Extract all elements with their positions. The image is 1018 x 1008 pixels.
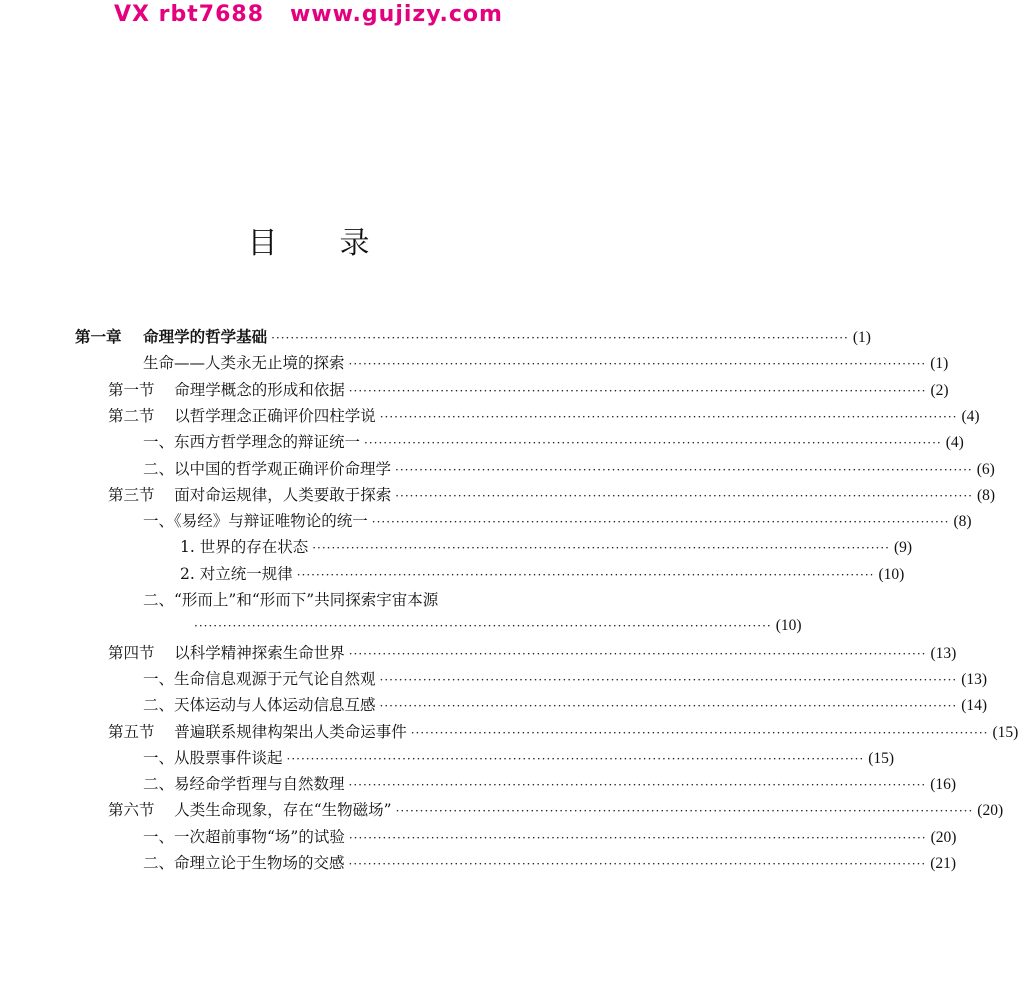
toc-entry-title: 二、易经命学哲理与自然数理 xyxy=(143,775,345,793)
toc-entry-page-number: (15) xyxy=(992,724,1018,741)
watermark-text: VX rbt7688 www.gujizy.com xyxy=(114,2,503,27)
toc-entry-page-number: (15) xyxy=(868,750,895,767)
dot-leader: ························································································································ xyxy=(395,489,973,503)
dot-leader: ························································································································ xyxy=(348,778,927,792)
toc-entry xyxy=(108,403,980,429)
toc-entry-page-number: (6) xyxy=(976,461,995,478)
dot-leader: ························································································································ xyxy=(379,410,958,424)
dot-leader: ························································································································ xyxy=(271,331,849,345)
dot-leader: ························································································································ xyxy=(296,568,875,582)
toc-entry-page-number: (10) xyxy=(878,566,905,583)
dot-leader: ························································································································ xyxy=(410,726,989,740)
toc-entry-title: 1. 世界的存在状态 xyxy=(180,538,309,556)
dot-leader: ························································································································ xyxy=(286,752,865,766)
toc-entry xyxy=(108,640,957,666)
toc-entry-title: 一、从股票事件谈起 xyxy=(143,749,283,767)
toc-entry-page-number: (1) xyxy=(930,355,949,372)
toc-entry-page-number: (9) xyxy=(893,539,913,556)
toc-entry-page-number: (13) xyxy=(930,645,957,662)
toc-entry xyxy=(180,561,905,587)
toc-entry xyxy=(108,377,949,403)
toc-entry-title: 一、东西方哲学理念的辩证统一 xyxy=(143,433,361,451)
toc-entry-title: 第五节 普遍联系规律构架出人类命运事件 xyxy=(108,723,407,741)
toc-entry xyxy=(143,771,957,797)
toc-entry-page-number: (2) xyxy=(930,382,949,399)
toc-entry-page-number: (20) xyxy=(930,829,957,846)
toc-entry xyxy=(143,456,995,482)
dot-leader: ························································································································ xyxy=(371,515,950,529)
toc-entry-page-number: (8) xyxy=(953,513,972,530)
toc-entry-page-number: (4) xyxy=(945,434,964,451)
toc-entry xyxy=(190,613,802,639)
dot-leader: ························································································································ xyxy=(348,647,927,661)
toc-entry-page-number: (20) xyxy=(977,802,1004,819)
toc-entry xyxy=(108,482,996,508)
dot-leader: ························································································································ xyxy=(312,541,890,555)
toc-entry-title: 第三节 面对命运规律，人类要敢于探索 xyxy=(108,486,392,504)
dot-leader: ························································································································ xyxy=(348,384,927,398)
toc-entry xyxy=(143,429,964,455)
dot-leader: ························································································································ xyxy=(379,673,958,687)
dot-leader: ························································································································ xyxy=(348,831,927,845)
toc-entry xyxy=(180,534,913,560)
toc-entry-title: 第六节 人类生命现象，存在“生物磁场” xyxy=(108,801,392,819)
toc-entry-title: 二、命理立论于生物场的交感 xyxy=(143,854,345,872)
toc-entry-page-number: (8) xyxy=(976,487,996,504)
toc-entry xyxy=(143,692,988,718)
toc-entry-page-number: (21) xyxy=(930,855,957,872)
toc-entry xyxy=(108,719,1018,745)
toc-entry-title: 生命——人类永无止境的探索 xyxy=(143,354,345,372)
toc-entry-title: 二、以中国的哲学观正确评价命理学 xyxy=(143,460,392,478)
toc-entry xyxy=(143,508,972,534)
dot-leader: ························································································································ xyxy=(395,804,974,818)
toc-entry-page-number: (1) xyxy=(852,329,871,346)
toc-entry-title: 一、《易经》与辩证唯物论的统一 xyxy=(143,512,368,530)
toc-entry-title: 第一节 命理学概念的形成和依据 xyxy=(108,381,345,399)
toc-entry-title: 一、生命信息观源于元气论自然观 xyxy=(143,670,376,688)
dot-leader: ························································································································ xyxy=(194,619,772,633)
toc-entry xyxy=(143,587,580,613)
toc-entry-title: 二、“形而上”和“形而下”共同探索宇宙本源 xyxy=(143,591,439,609)
toc-entry-title: 第二节 以哲学理念正确评价四柱学说 xyxy=(108,407,376,425)
toc-entry xyxy=(75,324,871,350)
toc-entry xyxy=(143,745,895,771)
toc-entry xyxy=(143,350,949,376)
toc-entry-title: 二、天体运动与人体运动信息互感 xyxy=(143,696,376,714)
toc-entry-page-number: (14) xyxy=(961,697,988,714)
toc-entry-page-number: (16) xyxy=(930,776,957,793)
dot-leader: ························································································································ xyxy=(348,357,927,371)
toc-entry-title: 第四节 以科学精神探索生命世界 xyxy=(108,644,345,662)
toc-entry xyxy=(108,797,1004,823)
dot-leader: ························································································································ xyxy=(395,463,973,477)
toc-entry-page-number: (13) xyxy=(961,671,988,688)
page-title: 目录 xyxy=(247,226,432,261)
toc-entry-title: 2. 对立统一规律 xyxy=(180,565,293,583)
toc-entry xyxy=(143,850,957,876)
toc-entry-page-number: (4) xyxy=(961,408,980,425)
dot-leader: ························································································································ xyxy=(364,436,942,450)
toc-entry-title: 第一章 命理学的哲学基础 xyxy=(75,327,268,346)
toc-entry-page-number: (10) xyxy=(775,617,802,634)
dot-leader: ························································································································ xyxy=(348,857,927,871)
dot-leader: ························································································································ xyxy=(379,699,958,713)
toc-entry-title: 一、一次超前事物“场”的试验 xyxy=(143,828,345,846)
toc-entry xyxy=(143,666,988,692)
toc-entry xyxy=(143,824,957,850)
